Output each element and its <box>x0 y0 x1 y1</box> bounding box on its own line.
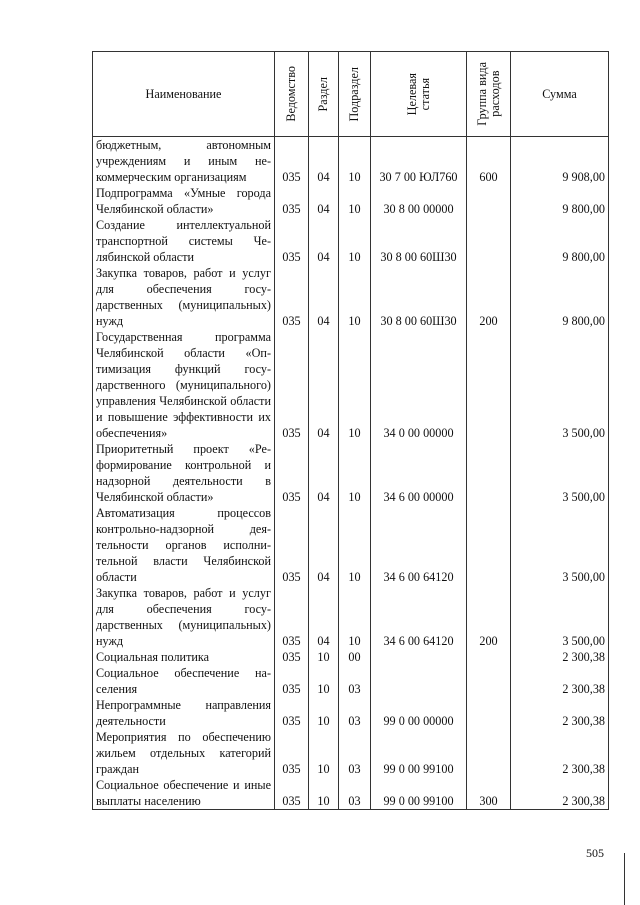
page-number: 505 <box>586 846 604 860</box>
row-target-cell: 34 6 00 64120 <box>371 505 467 585</box>
header-expense-group: Группа вида расходов <box>467 52 511 137</box>
row-group-cell <box>467 505 511 585</box>
row-section-cell: 10 <box>309 697 339 729</box>
row-sum-cell: 3 500,00 <box>511 329 609 441</box>
row-name-cell: Закупка товаров, работ и услуг для обеспечения государственных (муниципальных) нужд <box>93 585 275 649</box>
row-section-cell: 10 <box>309 649 339 665</box>
row-name-cell: Мероприятия по обеспечению жильем отдельных категорий граждан <box>93 729 275 777</box>
row-name-cell: Автоматизация процессов контрольно-надзорной деятельности органов исполнительной власти Челябинской области <box>93 505 275 585</box>
table-row <box>93 441 609 505</box>
row-section-cell: 04 <box>309 505 339 585</box>
row-name-cell: Подпрограмма «Умные города Челябинской области» <box>93 185 275 217</box>
row-department-cell: 035 <box>275 729 309 777</box>
row-sum-cell: 3 500,00 <box>511 441 609 505</box>
table-row <box>93 217 609 265</box>
row-target-cell: 30 8 00 00000 <box>371 185 467 217</box>
row-subsection-cell: 10 <box>339 329 371 441</box>
row-name-cell: бюджетным, автономным учреждениям и иным некоммерческим организациям <box>93 137 275 186</box>
row-target-cell: 99 0 00 00000 <box>371 697 467 729</box>
table-row <box>93 505 609 585</box>
row-target-cell: 99 0 00 99100 <box>371 777 467 810</box>
row-section-cell: 10 <box>309 777 339 810</box>
row-subsection-cell: 10 <box>339 137 371 186</box>
row-sum-cell: 9 800,00 <box>511 185 609 217</box>
table-row <box>93 585 609 649</box>
row-group-cell <box>467 649 511 665</box>
row-sum-cell: 2 300,38 <box>511 665 609 697</box>
row-department-cell: 035 <box>275 585 309 649</box>
row-department-cell: 035 <box>275 665 309 697</box>
row-group-cell: 200 <box>467 585 511 649</box>
header-sum: Сумма <box>511 52 609 137</box>
row-subsection-cell: 03 <box>339 729 371 777</box>
row-subsection-cell: 10 <box>339 217 371 265</box>
table-row <box>93 137 609 186</box>
row-section-cell: 04 <box>309 137 339 186</box>
row-name-cell: Приоритетный проект «Реформирование контрольной и надзорной деятельности в Челябинской области» <box>93 441 275 505</box>
table-row <box>93 697 609 729</box>
table-row <box>93 185 609 217</box>
header-department: Ведомство <box>275 52 309 137</box>
row-section-cell: 04 <box>309 441 339 505</box>
row-name-cell: Социальная политика <box>93 649 275 665</box>
row-group-cell <box>467 185 511 217</box>
header-subsection: Подраздел <box>339 52 371 137</box>
row-subsection-cell: 10 <box>339 505 371 585</box>
row-subsection-cell: 10 <box>339 585 371 649</box>
row-subsection-cell: 03 <box>339 665 371 697</box>
header-target-article: Целевая статья <box>371 52 467 137</box>
header-name: Наименование <box>93 52 275 137</box>
row-subsection-cell: 10 <box>339 185 371 217</box>
row-target-cell: 34 0 00 00000 <box>371 329 467 441</box>
table-row <box>93 329 609 441</box>
row-department-cell: 035 <box>275 441 309 505</box>
row-department-cell: 035 <box>275 137 309 186</box>
row-section-cell: 04 <box>309 265 339 329</box>
row-name-cell: Социальное обеспечение населения <box>93 665 275 697</box>
row-sum-cell: 2 300,38 <box>511 649 609 665</box>
row-department-cell: 035 <box>275 265 309 329</box>
row-subsection-cell: 03 <box>339 777 371 810</box>
row-group-cell <box>467 217 511 265</box>
row-target-cell: 34 6 00 00000 <box>371 441 467 505</box>
row-department-cell: 035 <box>275 697 309 729</box>
row-name-cell: Закупка товаров, работ и услуг для обеспечения государственных (муниципальных) нужд <box>93 265 275 329</box>
row-section-cell: 04 <box>309 329 339 441</box>
row-target-cell <box>371 665 467 697</box>
row-sum-cell: 2 300,38 <box>511 777 609 810</box>
table-row <box>93 265 609 329</box>
row-target-cell: 99 0 00 99100 <box>371 729 467 777</box>
header-section: Раздел <box>309 52 339 137</box>
table-header-row <box>93 52 609 137</box>
row-name-cell: Непрограммные направления деятельности <box>93 697 275 729</box>
table-row <box>93 729 609 777</box>
row-department-cell: 035 <box>275 649 309 665</box>
row-subsection-cell: 03 <box>339 697 371 729</box>
row-sum-cell: 9 800,00 <box>511 265 609 329</box>
row-sum-cell: 9 908,00 <box>511 137 609 186</box>
row-section-cell: 10 <box>309 665 339 697</box>
row-name-cell: Создание интеллектуальной транспортной системы Челябинской области <box>93 217 275 265</box>
row-department-cell: 035 <box>275 777 309 810</box>
row-target-cell: 30 8 00 60Ш30 <box>371 265 467 329</box>
row-sum-cell: 2 300,38 <box>511 697 609 729</box>
row-department-cell: 035 <box>275 217 309 265</box>
margin-mark <box>624 853 625 905</box>
row-group-cell <box>467 329 511 441</box>
table-row <box>93 665 609 697</box>
table-row <box>93 777 609 810</box>
row-group-cell <box>467 441 511 505</box>
row-name-cell: Государственная программа Челябинской области «Оптимизация функций государственного (муниципального) управления Челябинской области и повышение эффективности их обеспечения» <box>93 329 275 441</box>
row-subsection-cell: 00 <box>339 649 371 665</box>
row-sum-cell: 2 300,38 <box>511 729 609 777</box>
row-target-cell: 30 7 00 ЮЛ760 <box>371 137 467 186</box>
row-target-cell: 30 8 00 60Ш30 <box>371 217 467 265</box>
row-department-cell: 035 <box>275 329 309 441</box>
table-row <box>93 649 609 665</box>
row-target-cell <box>371 649 467 665</box>
budget-table <box>92 51 609 810</box>
row-group-cell: 300 <box>467 777 511 810</box>
row-department-cell: 035 <box>275 185 309 217</box>
row-group-cell <box>467 665 511 697</box>
row-sum-cell: 9 800,00 <box>511 217 609 265</box>
row-section-cell: 04 <box>309 217 339 265</box>
row-group-cell: 600 <box>467 137 511 186</box>
row-group-cell: 200 <box>467 265 511 329</box>
row-name-cell: Социальное обеспечение и иные выплаты населению <box>93 777 275 810</box>
row-sum-cell: 3 500,00 <box>511 505 609 585</box>
row-subsection-cell: 10 <box>339 265 371 329</box>
row-subsection-cell: 10 <box>339 441 371 505</box>
row-target-cell: 34 6 00 64120 <box>371 585 467 649</box>
row-section-cell: 10 <box>309 729 339 777</box>
row-department-cell: 035 <box>275 505 309 585</box>
row-group-cell <box>467 729 511 777</box>
row-section-cell: 04 <box>309 185 339 217</box>
row-group-cell <box>467 697 511 729</box>
row-section-cell: 04 <box>309 585 339 649</box>
row-sum-cell: 3 500,00 <box>511 585 609 649</box>
